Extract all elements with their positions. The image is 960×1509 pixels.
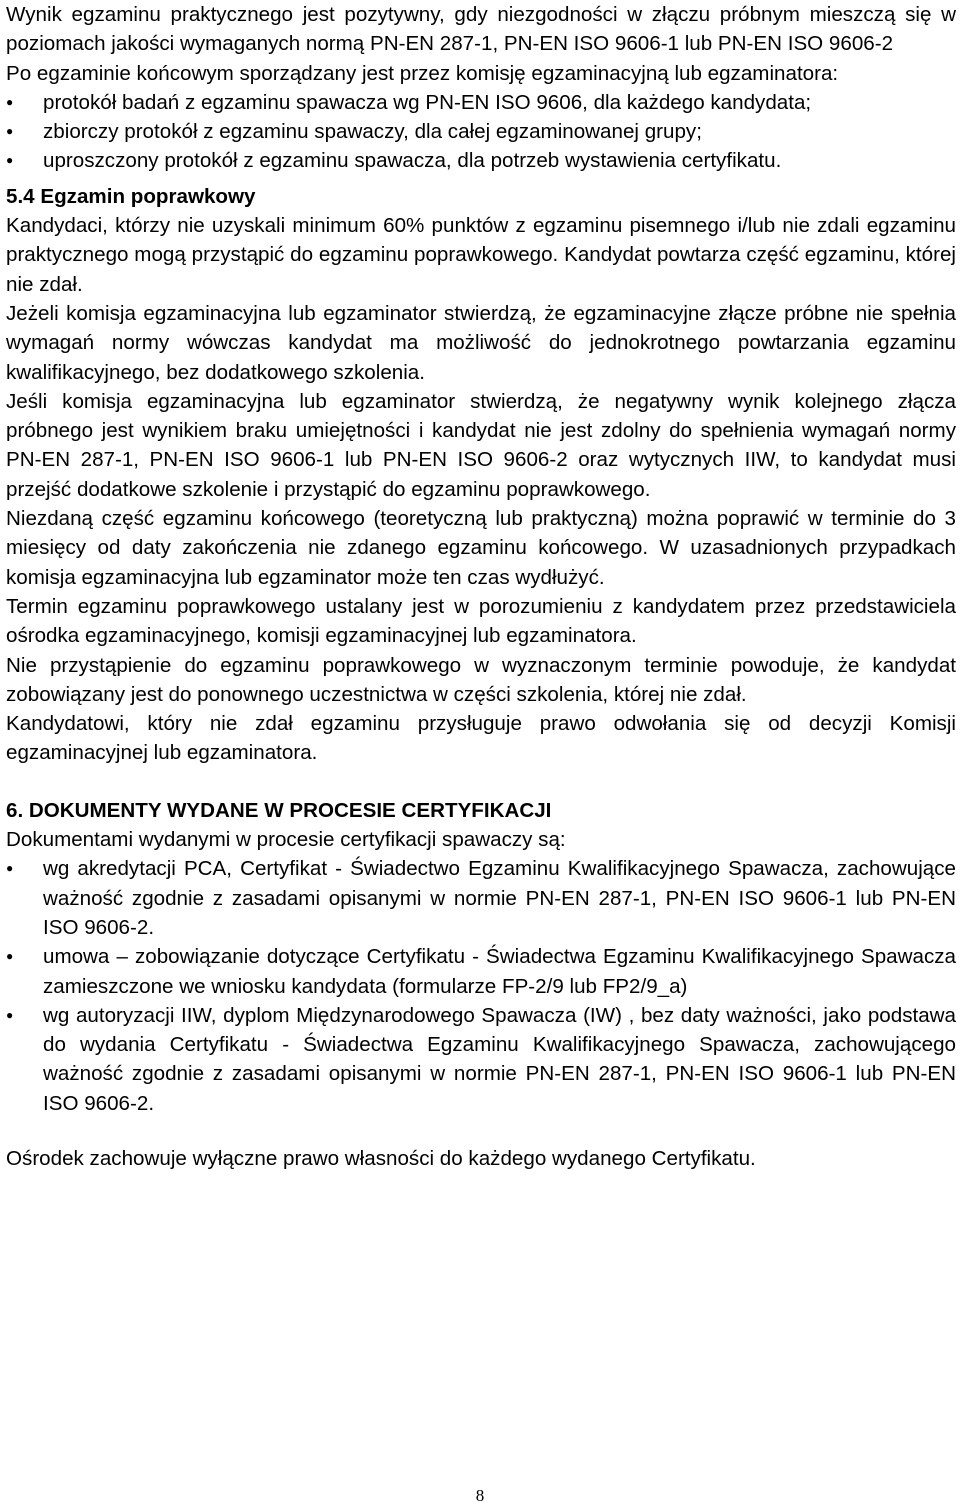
document-page: [6, 0, 956, 1173]
paragraph: Kandydatowi, który nie zdał egzaminu przysługuje prawo odwołania się od decyzji Komisji egzaminacyjnej lub egzaminatora.: [6, 712, 956, 765]
list-item: ● wg autoryzacji IIW, dyplom Międzynarodowego Spawacza (IW) , bez daty ważności, jako podstawa do wydania Certyfikatu - Świadectwa Egzaminu Kwalifikacyjnego Spawacza, zachowującego ważność zgodnie z zasadami opisanymi w normie PN-EN 287-1, PN-EN ISO 9606-1 lub PN-EN ISO 9606-2.: [6, 1001, 956, 1118]
bullet-icon: ●: [6, 1007, 14, 1022]
paragraph: Niezdaną część egzaminu końcowego (teoretyczną lub praktyczną) można poprawić w terminie do 3 miesięcy od daty zakończenia nie zdanego egzaminu końcowego. W uzasadnionych przypadkach komisja egzaminacyjna lub egzaminator może ten czas wydłużyć.: [6, 507, 956, 589]
list-item: ● uproszczony protokół z egzaminu spawacza, dla potrzeb wystawienia certyfikatu.: [6, 146, 956, 175]
paragraph: Nie przystąpienie do egzaminu poprawkowego w wyznaczonym terminie powoduje, że kandydat zobowiązany jest do ponownego uczestnictwa w części szkolenia, której nie zdał.: [6, 653, 956, 706]
list-item: ● zbiorczy protokół z egzaminu spawaczy, dla całej egzaminowanej grupy;: [6, 117, 956, 146]
practical-exam-result-text: Wynik egzaminu praktycznego jest pozytywny, gdy niezgodności w złączu próbnym mieszczą się w poziomach jakości wymaganych normą PN-EN 287-1, PN-EN ISO 9606-1 lub PN-EN ISO 9606-2: [6, 3, 956, 56]
paragraph: Kandydaci, którzy nie uzyskali minimum 60% punktów z egzaminu pisemnego i/lub nie zdali egzaminu praktycznego mogą przystąpić do egzaminu poprawkowego. Kandydat powtarza część egzaminu, której nie zdał.: [6, 214, 956, 296]
list-item: ● umowa – zobowiązanie dotyczące Certyfikatu - Świadectwa Egzaminu Kwalifikacyjnego Spawacza zamieszczone we wniosku kandydata (formularze FP-2/9 lub FP2/9_a): [6, 942, 956, 1001]
documents-intro-text: Dokumentami wydanymi w procesie certyfikacji spawaczy są:: [6, 828, 566, 852]
ownership-statement: Ośrodek zachowuje wyłączne prawo własności do każdego wydanego Certyfikatu.: [6, 1146, 756, 1170]
bullet-icon: ●: [6, 949, 14, 964]
paragraph: Jeśli komisja egzaminacyjna lub egzaminator stwierdzą, że negatywny wynik kolejnego złącza próbnego jest wynikiem braku umiejętności i kandydat nie jest zdolny do spełnienia wymagań normy PN-EN 287-1, PN-EN ISO 9606-1 lub PN-EN ISO 9606-2 oraz wytycznych IIW, to kandydat musi przejść dodatkowe szkolenie i przystąpić do egzaminu poprawkowego.: [6, 389, 956, 501]
paragraph: Termin egzaminu poprawkowego ustalany jest w porozumieniu z kandydatem przez przedstawiciela ośrodka egzaminacyjnego, komisji egzaminacyjnej lub egzaminatora.: [6, 594, 956, 648]
documents-list: [6, 854, 956, 1118]
list-item: ● protokół badań z egzaminu spawacza wg PN-EN ISO 9606, dla każdego kandydata;: [6, 88, 956, 117]
page-number: 8: [475, 1486, 485, 1505]
section-5-4-heading: 5.4 Egzamin poprawkowy: [6, 184, 256, 208]
protocol-list: [6, 88, 956, 176]
bullet-icon: ●: [6, 153, 14, 168]
bullet-icon: ●: [6, 861, 14, 876]
paragraph: Jeżeli komisja egzaminacyjna lub egzaminator stwierdzą, że egzaminacyjne złącze próbne nie spełnia wymagań normy wówczas kandydat ma możliwość do jednokrotnego powtarzania egzaminu kwalifikacyjnego, bez dodatkowego szkolenia.: [6, 301, 956, 384]
protocol-intro-text: Po egzaminie końcowym sporządzany jest przez komisję egzaminacyjną lub egzaminatora:: [6, 61, 839, 85]
bullet-icon: ●: [6, 124, 14, 139]
list-item: ● wg akredytacji PCA, Certyfikat - Świadectwo Egzaminu Kwalifikacyjnego Spawacza, zachowujące ważność zgodnie z zasadami opisanymi w normie PN-EN 287-1, PN-EN ISO 9606-1 lub PN-EN ISO 9606-2.: [6, 854, 956, 942]
section-6-heading: 6. DOKUMENTY WYDANE W PROCESIE CERTYFIKACJI: [6, 798, 552, 822]
bullet-icon: ●: [6, 94, 14, 109]
